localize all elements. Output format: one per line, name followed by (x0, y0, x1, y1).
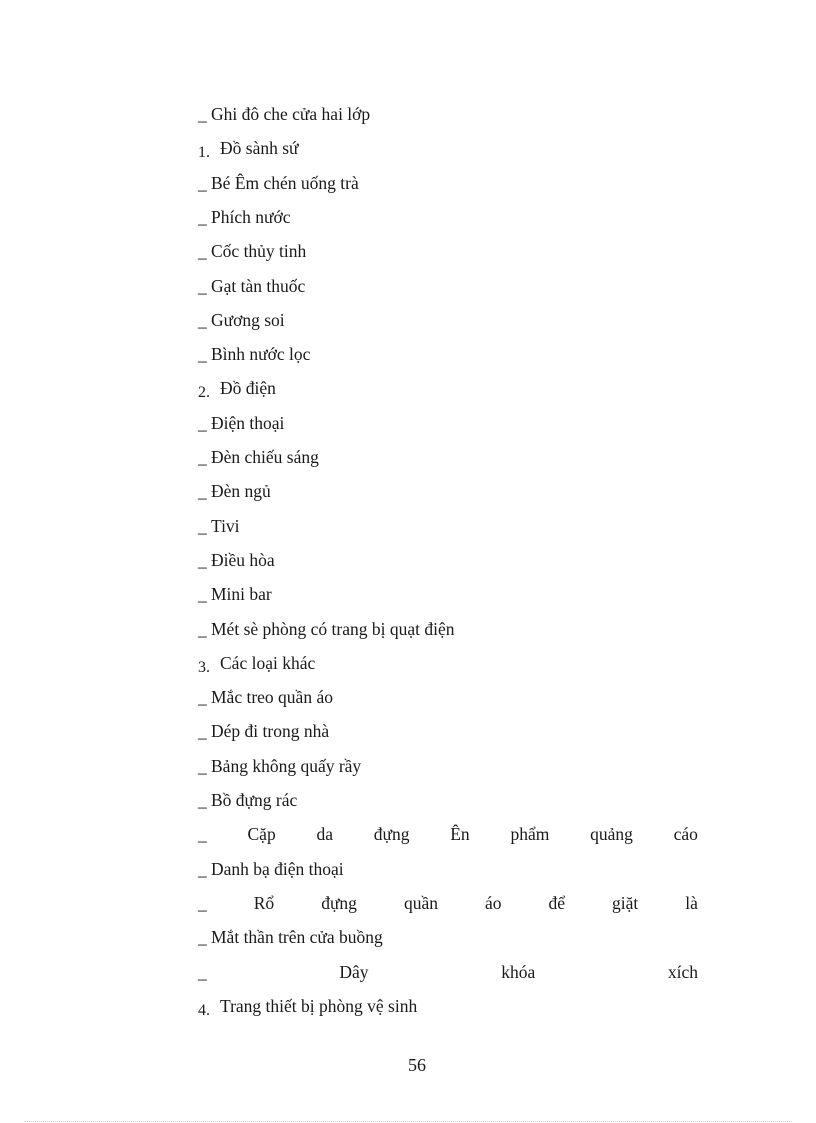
section-heading (198, 995, 698, 1019)
item-word: đựng (373, 824, 410, 845)
item-dash: _ (198, 275, 207, 296)
section-title: Đồ điện (220, 378, 276, 399)
list-item (198, 240, 698, 262)
section-heading (198, 652, 698, 676)
list-item (198, 103, 698, 125)
item-dash: _ (198, 481, 207, 502)
item-text: Tivi (211, 515, 240, 536)
item-dash: _ (198, 858, 207, 879)
item-dash: _ (198, 104, 207, 124)
item-dash: _ (198, 412, 207, 433)
list-item (198, 412, 698, 434)
item-text: Điều hòa (211, 549, 275, 570)
list-item (198, 446, 698, 468)
item-dash: _ (198, 618, 207, 639)
section-title: Đồ sành sứ (220, 138, 299, 159)
item-word: phẩm (510, 824, 550, 845)
item-text: Mét sè phòng có trang bị quạt điện (211, 618, 455, 639)
list-item (198, 618, 698, 640)
item-text: Bồ đựng rác (211, 790, 298, 810)
item-word: là (685, 892, 698, 913)
item-word: Ên (450, 824, 470, 845)
list-item (198, 549, 698, 571)
item-word: khóa (501, 961, 536, 982)
item-text: Danh bạ điện thoại (211, 858, 344, 879)
item-word: Cặp (247, 824, 276, 845)
list-item (198, 823, 698, 845)
item-word: da (316, 824, 333, 845)
item-word: quần (403, 892, 438, 913)
list-item (198, 961, 698, 983)
list-item (198, 926, 698, 948)
list-item (198, 480, 698, 502)
item-text: Gạt tàn thuốc (211, 275, 306, 296)
item-dash: _ (198, 927, 207, 948)
item-text: Đèn chiếu sáng (211, 447, 319, 467)
item-text: Dép đi trong nhà (211, 721, 330, 742)
list-item (198, 343, 698, 365)
item-text: Gương soi (211, 309, 285, 330)
item-dash: _ (198, 790, 207, 810)
page-number: 56 (408, 1055, 426, 1075)
list-item (198, 206, 698, 228)
item-text: Ghi đô che cửa hai lớp (211, 104, 371, 124)
list-item (198, 583, 698, 605)
item-dash: _ (198, 721, 207, 742)
section-heading (198, 137, 698, 161)
item-dash: _ (198, 961, 207, 982)
item-text: Phích nước (211, 206, 291, 227)
item-dash: _ (198, 172, 207, 193)
section-number: 3. (198, 658, 210, 676)
item-word: đựng (321, 892, 357, 913)
item-text: Cốc thủy tinh (211, 241, 307, 262)
item-word: Rổ (253, 892, 275, 913)
item-dash: _ (198, 549, 207, 570)
item-word: quảng (590, 824, 633, 845)
list-item (198, 720, 698, 742)
section-title: Các loại khác (220, 652, 316, 673)
item-dash: _ (198, 241, 207, 262)
item-dash: _ (198, 206, 207, 227)
item-text: Bé Êm chén uống trà (211, 172, 359, 193)
item-dash: _ (198, 892, 207, 913)
item-dash: _ (198, 515, 207, 536)
item-text: Mắt thần trên cửa buồng (211, 927, 383, 948)
item-dash: _ (198, 687, 207, 708)
section-heading (198, 377, 698, 401)
list-item (198, 789, 698, 811)
list-item (198, 686, 698, 708)
section-number: 4. (198, 1001, 210, 1019)
list-item (198, 515, 698, 537)
list-item (198, 755, 698, 777)
item-word: áo (484, 892, 502, 913)
section-title: Trang thiết bị phòng vệ sinh (220, 995, 418, 1016)
item-text: Đèn ngủ (211, 481, 271, 502)
item-dash: _ (198, 824, 207, 845)
item-text: Mắc treo quần áo (211, 687, 333, 708)
list-item (198, 858, 698, 880)
item-word: xích (667, 961, 698, 982)
item-word: để (548, 892, 566, 913)
list-item (198, 892, 698, 914)
section-number: 1. (198, 144, 210, 162)
page-bottom-rule (24, 1121, 792, 1122)
item-dash: _ (198, 309, 207, 330)
item-dash: _ (198, 447, 207, 467)
item-word: giặt (612, 892, 639, 913)
item-word: Dây (339, 961, 369, 982)
item-word: cáo (673, 824, 698, 845)
list-item (198, 172, 698, 194)
list-item (198, 275, 698, 297)
item-text: Mini bar (211, 584, 272, 605)
section-number: 2. (198, 384, 210, 402)
item-text: Điện thoại (211, 412, 285, 433)
item-dash: _ (198, 755, 207, 776)
item-dash: _ (198, 344, 207, 365)
item-text: Bình nước lọc (211, 344, 311, 365)
item-dash: _ (198, 584, 207, 605)
item-text: Bảng không quấy rầy (211, 755, 362, 776)
list-item (198, 309, 698, 331)
